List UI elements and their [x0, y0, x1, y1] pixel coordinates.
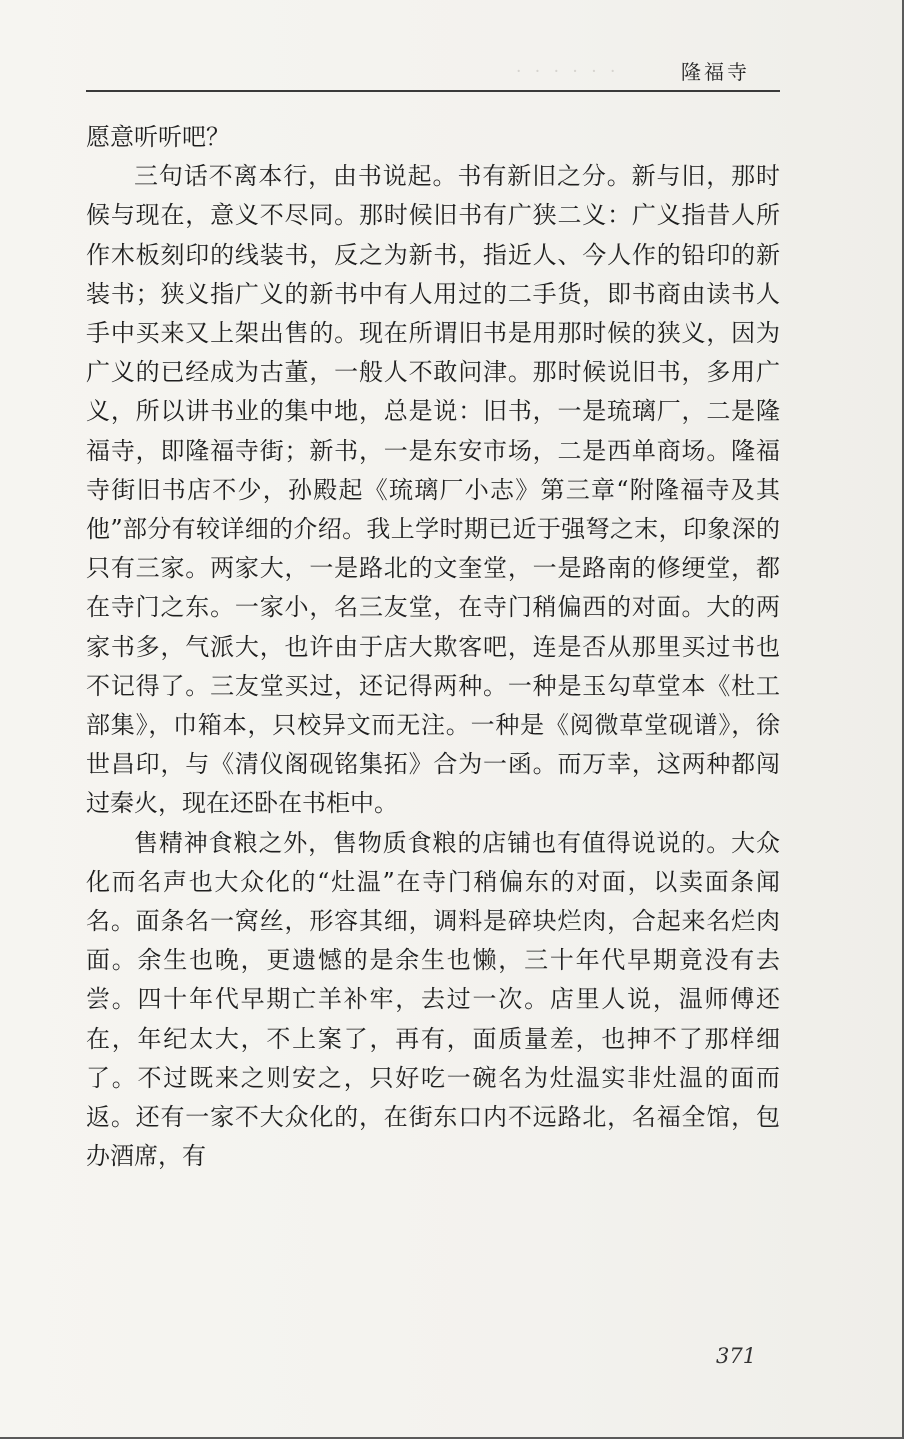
paragraph-3: 售精神食粮之外，售物质食粮的店铺也有值得说说的。大众化而名声也大众化的“灶温”在寺门稍偏东的对面，以卖面条闻名。面条名一窝丝，形容其细，调料是碎块烂肉，合起来名烂肉面。余生也晚，更遗憾的是余生也懒，三十年代早期竟没有去尝。四十年代早期亡羊补牢，去过一次。店里人说，温师傅还在，年纪太大，不上案了，再有，面质量差，也抻不了那样细了。不过既来之则安之，只好吃一碗名为灶温实非灶温的面而返。还有一家不大众化的，在街东口内不远路北，名福全馆，包办酒席，有 — [86, 828, 780, 1171]
paragraph-2: 三句话不离本行，由书说起。书有新旧之分。新与旧，那时候与现在，意义不尽同。那时候旧书有广狭二义：广义指昔人所作木板刻印的线装书，反之为新书，指近人、今人作的铅印的新装书；狭义指广义的新书中有人用过的二手货，即书商由读书人手中买来又上架出售的。现在所谓旧书是用那时候的狭义，因为广义的已经成为古董，一般人不敢问津。那时候说旧书，多用广义，所以讲书业的集中地，总是说：旧书，一是琉璃厂，二是隆福寺，即隆福寺街；新书，一是东安市场，二是西单商场。隆福寺街旧书店不少，孙殿起《琉璃厂小志》第三章“附隆福寺及其他”部分有较详细的介绍。我上学时期已近于强弩之末，印象深的只有三家。两家大，一是路北的文奎堂，一是路南的修绠堂，都在寺门之东。一家小，名三友堂，在寺门稍偏西的对面。大的两家书多，气派大，也许由于店大欺客吧，连是否从那里买过书也不记得了。三友堂买过，还记得两种。一种是玉勾草堂本《杜工部集》，巾箱本，只校异文而无注。一种是《阅微草堂砚谱》，徐世昌印，与《清仪阁砚铭集拓》合为一函。而万幸，这两种都闯过秦火，现在还卧在书柜中。 — [86, 162, 780, 818]
show-through-text: · · · · · · — [516, 62, 620, 82]
page-number: 371 — [716, 1344, 757, 1368]
running-title: 隆福寺 — [681, 60, 750, 84]
body-text — [86, 118, 780, 1176]
paragraph-1: 愿意听听吧？ — [86, 123, 230, 151]
page-header — [86, 56, 780, 92]
